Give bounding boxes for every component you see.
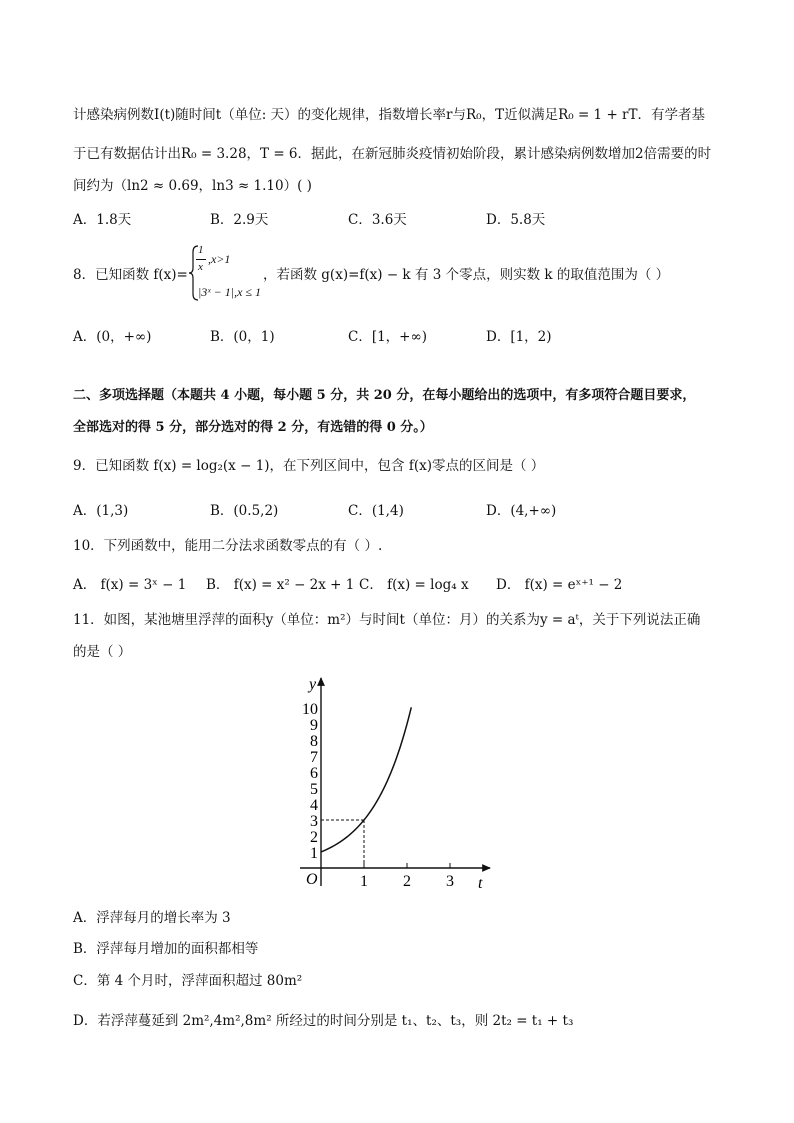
- q10-option-a[interactable]: A． f(x) = 3ˣ − 1: [73, 577, 187, 593]
- origin-label: O: [306, 871, 318, 888]
- q9-stem: 9．已知函数 f(x) = log₂(x − 1)，在下列区间中，包含 f(x)零点的区间是（ ）: [73, 458, 545, 474]
- q10-option-d[interactable]: D． f(x) = eˣ⁺¹ − 2: [496, 577, 623, 593]
- x-tick-label: 3: [446, 873, 454, 890]
- x-tick-label: 2: [403, 873, 411, 890]
- q9-option-c[interactable]: C．(1,4): [348, 503, 404, 519]
- q8-option-d[interactable]: D．[1，2): [486, 329, 552, 345]
- y-axis-label: y: [309, 676, 317, 693]
- q8-option-c[interactable]: C．[1，+∞): [348, 329, 428, 345]
- exponential-curve: [321, 707, 411, 852]
- y-tick-label: 3: [310, 813, 318, 830]
- y-tick-label: 7: [310, 749, 318, 766]
- q7-line-1: 计感染病例数I(t)随时间t（单位: 天）的变化规律，指数增长率r与R₀，T近似满足R₀ = 1 + rT．有学者基: [73, 107, 706, 123]
- q8-option-a[interactable]: A．(0，+∞): [73, 329, 152, 345]
- q8-case1-condition: ,x>1: [208, 252, 231, 266]
- q10-option-b[interactable]: B． f(x) = x² − 2x + 1: [206, 577, 355, 593]
- x-tick-label: 1: [360, 873, 368, 890]
- q8-options: [73, 325, 733, 343]
- y-tick-label: 4: [310, 797, 318, 814]
- q11-line-1: 11．如图，某池塘里浮萍的面积y（单位：m²）与时间t（单位：月）的关系为y = aᵗ，关于下列说法正确: [73, 612, 701, 628]
- exponential-graph: [290, 672, 500, 894]
- q10-option-c[interactable]: C． f(x) = log₄ x: [359, 577, 469, 593]
- q8-prefix: 8．已知函数 f(x)=: [73, 267, 188, 283]
- q7-line-2: 于已有数据估计出R₀ = 3.28，T = 6．据此，在新冠肺炎疫情初始阶段，累计感染病例数增加2倍需要的时: [73, 146, 712, 162]
- q7-options: [73, 208, 733, 226]
- q8-option-b[interactable]: B．(0，1): [210, 329, 275, 345]
- x-axis-label: t: [478, 875, 483, 892]
- q9-option-a[interactable]: A．(1,3): [73, 503, 129, 519]
- q8-suffix: ，若函数 g(x)=f(x) − k 有 3 个零点，则实数 k 的取值范围为（ ）: [263, 267, 670, 283]
- q9-options: [73, 499, 733, 517]
- q7-option-b[interactable]: B．2.9天: [210, 212, 269, 228]
- q11-option-b[interactable]: B．浮萍每月增加的面积都相等: [73, 941, 259, 957]
- y-tick-label: 9: [310, 717, 318, 734]
- q7-option-a[interactable]: A．1.8天: [73, 212, 132, 228]
- q9-option-d[interactable]: D．(4,+∞): [486, 503, 557, 519]
- q11-option-d[interactable]: D．若浮萍蔓延到 2m²,4m²,8m² 所经过的时间分别是 t₁、t₂、t₃，则 2t₂ = t₁ + t₃: [73, 1013, 574, 1029]
- q8-fraction-bar: [196, 259, 206, 260]
- q7-option-d[interactable]: D．5.8天: [486, 212, 546, 228]
- y-tick-label: 5: [310, 781, 318, 798]
- y-tick-label: 6: [310, 765, 318, 782]
- q7-line-3: 间约为（ln2 ≈ 0.69，ln3 ≈ 1.10）( ): [73, 178, 312, 194]
- q10-options: [73, 573, 733, 591]
- q11-line-2: 的是（ ）: [73, 644, 132, 660]
- q11-option-c[interactable]: C．第 4 个月时，浮萍面积超过 80m²: [73, 973, 303, 989]
- section2-heading-line-2: 全部选对的得 5 分，部分选对的得 2 分，有选错的得 0 分。）: [73, 420, 433, 435]
- q7-option-c[interactable]: C．3.6天: [348, 212, 407, 228]
- q10-stem: 10．下列函数中，能用二分法求函数零点的有（ ）.: [73, 538, 383, 554]
- q11-option-a[interactable]: A．浮萍每月的增长率为 3: [73, 910, 231, 926]
- y-tick-label: 10: [302, 701, 318, 718]
- y-tick-label: 8: [310, 733, 318, 750]
- q8-case1-numerator: 1: [198, 244, 204, 256]
- q9-option-b[interactable]: B．(0.5,2): [210, 503, 279, 519]
- q8-case1-denominator: x: [198, 261, 203, 273]
- y-tick-label: 1: [310, 845, 318, 862]
- y-tick-label: 2: [310, 829, 318, 846]
- q8-case2: |3ˣ − 1|,x ≤ 1: [198, 285, 261, 299]
- section2-heading-line-1: 二、多项选择题（本题共 4 小题，每小题 5 分，共 20 分，在每小题给出的选项中，有多项符合题目要求，: [73, 388, 696, 403]
